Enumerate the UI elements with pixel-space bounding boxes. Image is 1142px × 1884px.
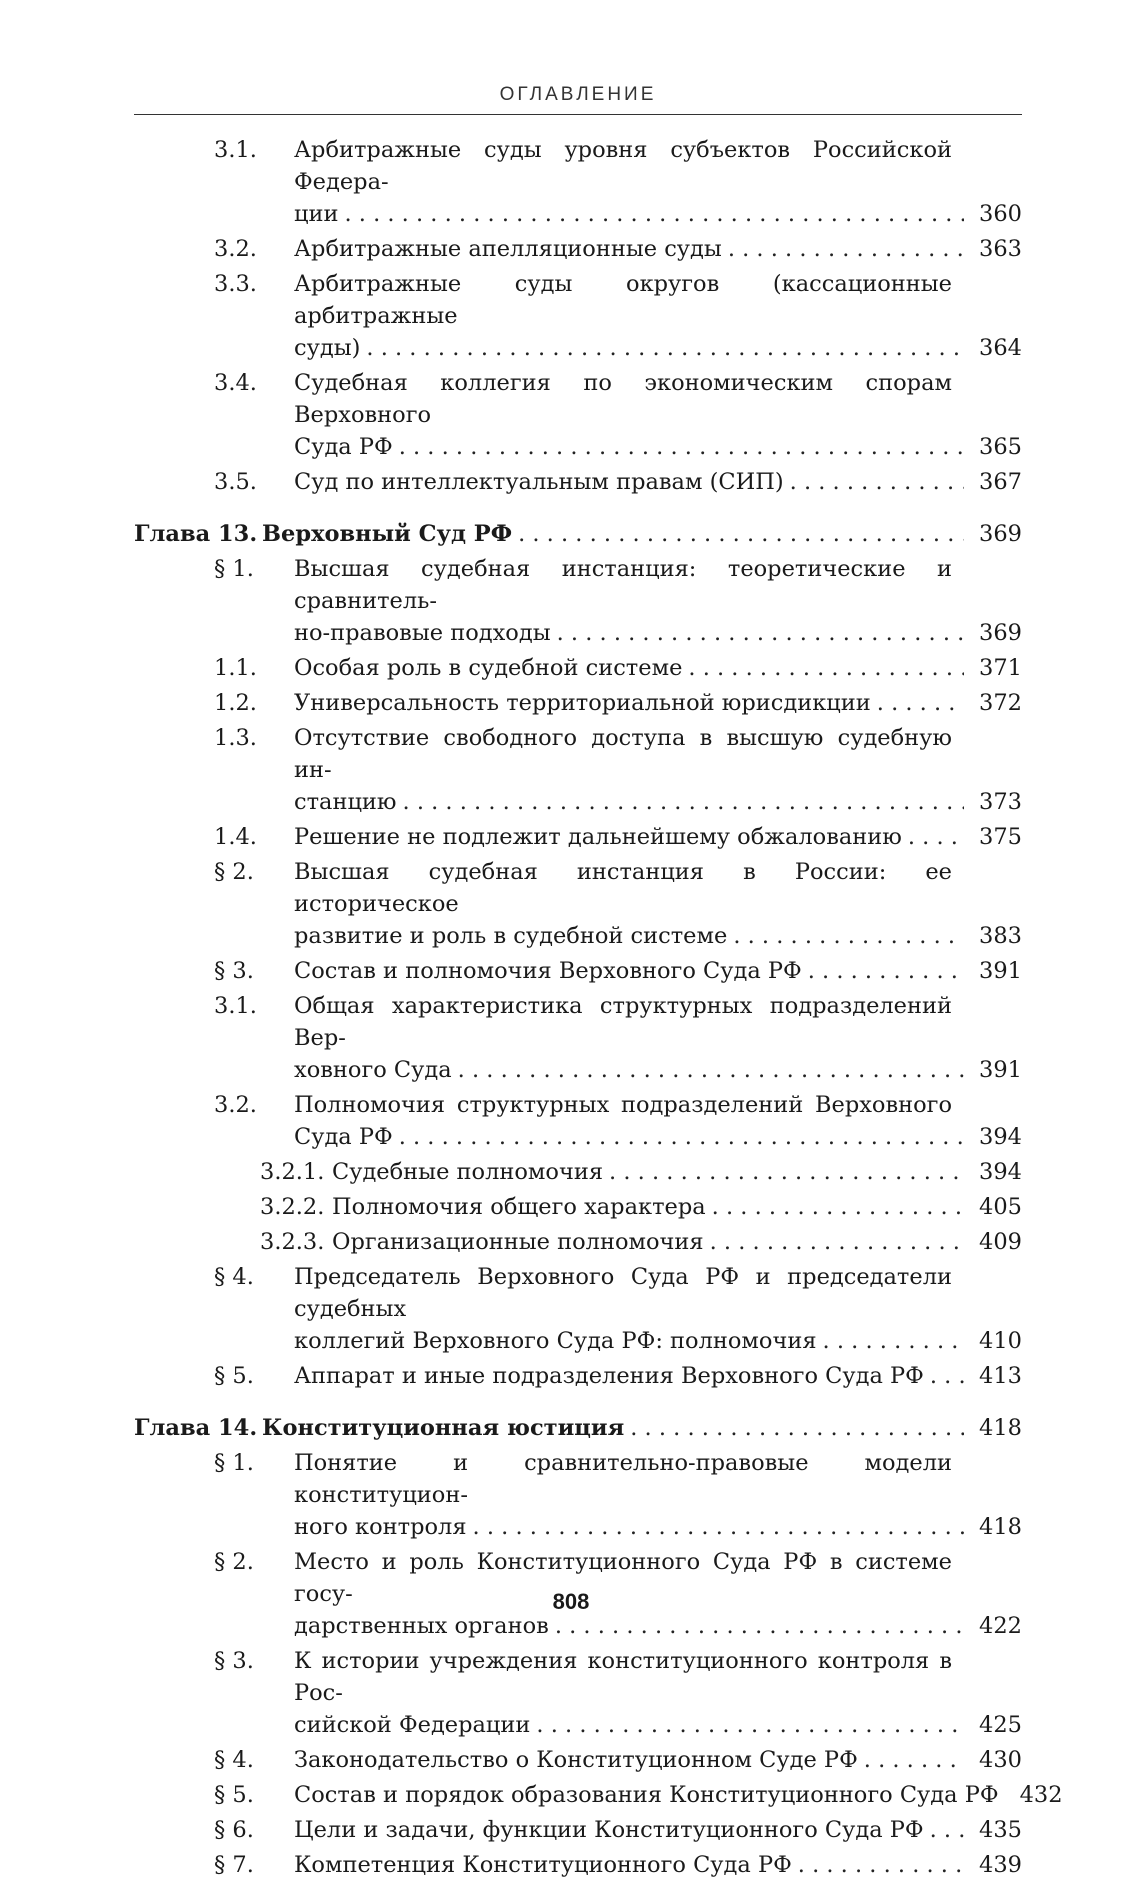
chapter-entry[interactable] — [134, 518, 1022, 550]
entry-number: § 1. — [214, 556, 254, 582]
page-number: 391 — [979, 1057, 1022, 1083]
table-of-contents — [134, 134, 1063, 1884]
entry-title: ного контроля — [294, 1514, 467, 1540]
page-number: 439 — [979, 1852, 1022, 1878]
toc-entry[interactable] — [134, 1261, 1022, 1357]
page-number: 363 — [979, 236, 1022, 262]
dot-leader — [808, 955, 964, 987]
entry-title-line: Общая характеристика структурных подразделений Вер- — [294, 993, 952, 1051]
toc-entry[interactable] — [134, 466, 1022, 498]
dot-leader — [728, 233, 964, 265]
chapter-title: Верховный Суд РФ — [262, 521, 513, 547]
page-number: 364 — [979, 335, 1022, 361]
page-number: 372 — [979, 690, 1022, 716]
dot-leader — [712, 1191, 964, 1223]
entry-title: Состав и порядок образования Конституционного Суда РФ — [294, 1782, 999, 1808]
entry-title: станцию — [294, 789, 397, 815]
page-number: 409 — [979, 1229, 1022, 1255]
page-number: 422 — [979, 1613, 1022, 1639]
page-number: 394 — [979, 1159, 1022, 1185]
page-number: 371 — [979, 655, 1022, 681]
entry-number: 3.2.1. — [260, 1159, 325, 1185]
dot-leader — [733, 920, 964, 952]
toc-entry[interactable] — [134, 856, 1022, 952]
entry-title-line: Отсутствие свободного доступа в высшую судебную ин- — [294, 725, 952, 783]
chapter-title: Конституционная юстиция — [262, 1415, 625, 1441]
dot-leader — [366, 332, 964, 364]
entry-number: 3.2.2. — [260, 1194, 325, 1220]
toc-entry[interactable] — [134, 1447, 1022, 1543]
dot-leader — [518, 518, 964, 550]
dot-leader — [790, 466, 964, 498]
page-number: 383 — [979, 923, 1022, 949]
dot-leader — [864, 1744, 964, 1776]
dot-leader — [798, 1849, 964, 1881]
entry-title: развитие и роль в судебной системе — [294, 923, 728, 949]
toc-entry[interactable] — [134, 233, 1022, 265]
dot-leader — [473, 1511, 964, 1543]
entry-title: коллегий Верховного Суда РФ: полномочия — [294, 1328, 817, 1354]
toc-entry[interactable] — [134, 821, 1022, 853]
toc-entry[interactable] — [134, 268, 1022, 364]
toc-entry[interactable] — [134, 955, 1022, 987]
entry-number: 3.2. — [214, 236, 257, 262]
entry-number: § 4. — [214, 1747, 254, 1773]
toc-entry[interactable] — [134, 1360, 1022, 1392]
dot-leader — [877, 687, 964, 719]
entry-number: § 5. — [214, 1363, 254, 1389]
entry-number: § 3. — [214, 958, 254, 984]
page-number: 410 — [979, 1328, 1022, 1354]
page-number: 394 — [979, 1124, 1022, 1150]
page-number: 375 — [979, 824, 1022, 850]
page-number: 369 — [979, 521, 1022, 547]
toc-subentry[interactable] — [134, 1226, 1022, 1258]
entry-number: § 2. — [214, 859, 254, 885]
entry-title-line: Полномочия структурных подразделений Верховного — [294, 1092, 952, 1118]
entry-title: Суд по интеллектуальным правам (СИП) — [294, 469, 784, 495]
header-rule — [134, 114, 1022, 115]
dot-leader — [344, 198, 964, 230]
page-number: 360 — [979, 201, 1022, 227]
page-number: 405 — [979, 1194, 1022, 1220]
entry-number: 3.2.3. — [260, 1229, 325, 1255]
entry-title: Цели и задачи, функции Конституционного Суда РФ — [294, 1817, 924, 1843]
entry-title: Аппарат и иные подразделения Верховного Суда РФ — [294, 1363, 924, 1389]
entry-title-line: Судебная коллегия по экономическим спорам Верховного — [294, 370, 952, 428]
dot-leader — [710, 1226, 964, 1258]
entry-title: Суда РФ — [294, 434, 393, 460]
toc-entry[interactable] — [134, 990, 1022, 1086]
dot-leader — [908, 821, 964, 853]
entry-number: § 6. — [214, 1817, 254, 1843]
entry-title-line: Место и роль Конституционного Суда РФ в системе госу- — [294, 1549, 952, 1607]
page-number: 373 — [979, 789, 1022, 815]
dot-leader — [403, 786, 964, 818]
page-number: 418 — [979, 1415, 1022, 1441]
page-number: 367 — [979, 469, 1022, 495]
dot-leader — [399, 431, 964, 463]
chapter-number: Глава 13. — [134, 521, 258, 547]
entry-number: 3.5. — [214, 469, 257, 495]
entry-title: Решение не подлежит дальнейшему обжалованию — [294, 824, 902, 850]
page-number: 430 — [979, 1747, 1022, 1773]
entry-title-line: Арбитражные суды округов (кассационные арбитражные — [294, 271, 952, 329]
dot-leader — [930, 1360, 964, 1392]
entry-title: суды) — [294, 335, 361, 361]
entry-title: Суда РФ — [294, 1124, 393, 1150]
toc-entry[interactable] — [134, 134, 1022, 230]
entry-number: § 7. — [214, 1852, 254, 1878]
toc-entry[interactable] — [134, 1645, 1022, 1741]
dot-leader — [458, 1054, 964, 1086]
entry-title: Арбитражные апелляционные суды — [294, 236, 722, 262]
entry-number: § 3. — [214, 1648, 254, 1674]
toc-entry[interactable] — [134, 652, 1022, 684]
entry-title: но-правовые подходы — [294, 620, 551, 646]
dot-leader — [688, 652, 964, 684]
entry-number: 3.2. — [214, 1092, 257, 1118]
entry-number: § 5. — [214, 1782, 254, 1808]
toc-subentry[interactable] — [134, 1156, 1022, 1188]
page-number: 425 — [979, 1712, 1022, 1738]
entry-title-line: Арбитражные суды уровня субъектов Российской Федера- — [294, 137, 952, 195]
entry-title-line: Высшая судебная инстанция в России: ее историческое — [294, 859, 952, 917]
page-number: 418 — [979, 1514, 1022, 1540]
dot-leader — [930, 1814, 964, 1846]
dot-leader — [823, 1325, 964, 1357]
page-number: 413 — [979, 1363, 1022, 1389]
page-number: 435 — [979, 1817, 1022, 1843]
dot-leader — [536, 1709, 964, 1741]
page-number: 365 — [979, 434, 1022, 460]
toc-entry[interactable] — [134, 367, 1022, 463]
entry-number: 1.1. — [214, 655, 257, 681]
toc-entry[interactable] — [134, 1744, 1022, 1776]
entry-title: Особая роль в судебной системе — [294, 655, 683, 681]
entry-title: дарственных органов — [294, 1613, 549, 1639]
entry-title: ции — [294, 201, 339, 227]
entry-title-line: Председатель Верховного Суда РФ и председатели судебных — [294, 1264, 952, 1322]
dot-leader — [399, 1121, 964, 1153]
toc-entry[interactable] — [134, 1814, 1022, 1846]
entry-title-line: Понятие и сравнительно-правовые модели конституцион- — [294, 1450, 952, 1508]
entry-title: сийской Федерации — [294, 1712, 531, 1738]
entry-title: Полномочия общего характера — [332, 1194, 706, 1220]
entry-title: Компетенция Конституционного Суда РФ — [294, 1852, 792, 1878]
entry-title: Универсальность территориальной юрисдикции — [294, 690, 871, 716]
page-number: 432 — [1019, 1782, 1063, 1808]
entry-number: 1.2. — [214, 690, 257, 716]
entry-number: § 1. — [214, 1450, 254, 1476]
entry-number: 3.1. — [214, 137, 257, 163]
entry-title: ховного Суда — [294, 1057, 452, 1083]
entry-number: § 4. — [214, 1264, 254, 1290]
entry-title: Законодательство о Конституционном Суде РФ — [294, 1747, 858, 1773]
toc-entry[interactable] — [134, 722, 1022, 818]
page-folio: 808 — [552, 1589, 590, 1614]
toc-entry[interactable] — [134, 687, 1022, 719]
toc-entry[interactable] — [134, 1089, 1022, 1153]
running-head: ОГЛАВЛЕНИЕ — [499, 84, 657, 105]
entry-title-line: Высшая судебная инстанция: теоретические и сравнитель- — [294, 556, 952, 614]
entry-number: 1.3. — [214, 725, 257, 751]
page-number: 369 — [979, 620, 1022, 646]
entry-title: Судебные полномочия — [332, 1159, 604, 1185]
toc-subentry[interactable] — [134, 1191, 1022, 1223]
dot-leader — [609, 1156, 964, 1188]
entry-number: 1.4. — [214, 824, 257, 850]
entry-number: § 2. — [214, 1549, 254, 1575]
entry-title: Организационные полномочия — [332, 1229, 704, 1255]
entry-number: 3.1. — [214, 993, 257, 1019]
toc-entry[interactable] — [134, 553, 1022, 649]
chapter-entry[interactable] — [134, 1412, 1022, 1444]
toc-entry[interactable] — [134, 1779, 1063, 1811]
entry-number: 3.4. — [214, 370, 257, 396]
chapter-number: Глава 14. — [134, 1415, 258, 1441]
entry-number: 3.3. — [214, 271, 257, 297]
toc-entry[interactable] — [134, 1849, 1022, 1881]
page-number: 391 — [979, 958, 1022, 984]
dot-leader — [630, 1412, 964, 1444]
entry-title: Состав и полномочия Верховного Суда РФ — [294, 958, 802, 984]
entry-title-line: К истории учреждения конституционного контроля в Рос- — [294, 1648, 952, 1706]
dot-leader — [557, 617, 964, 649]
